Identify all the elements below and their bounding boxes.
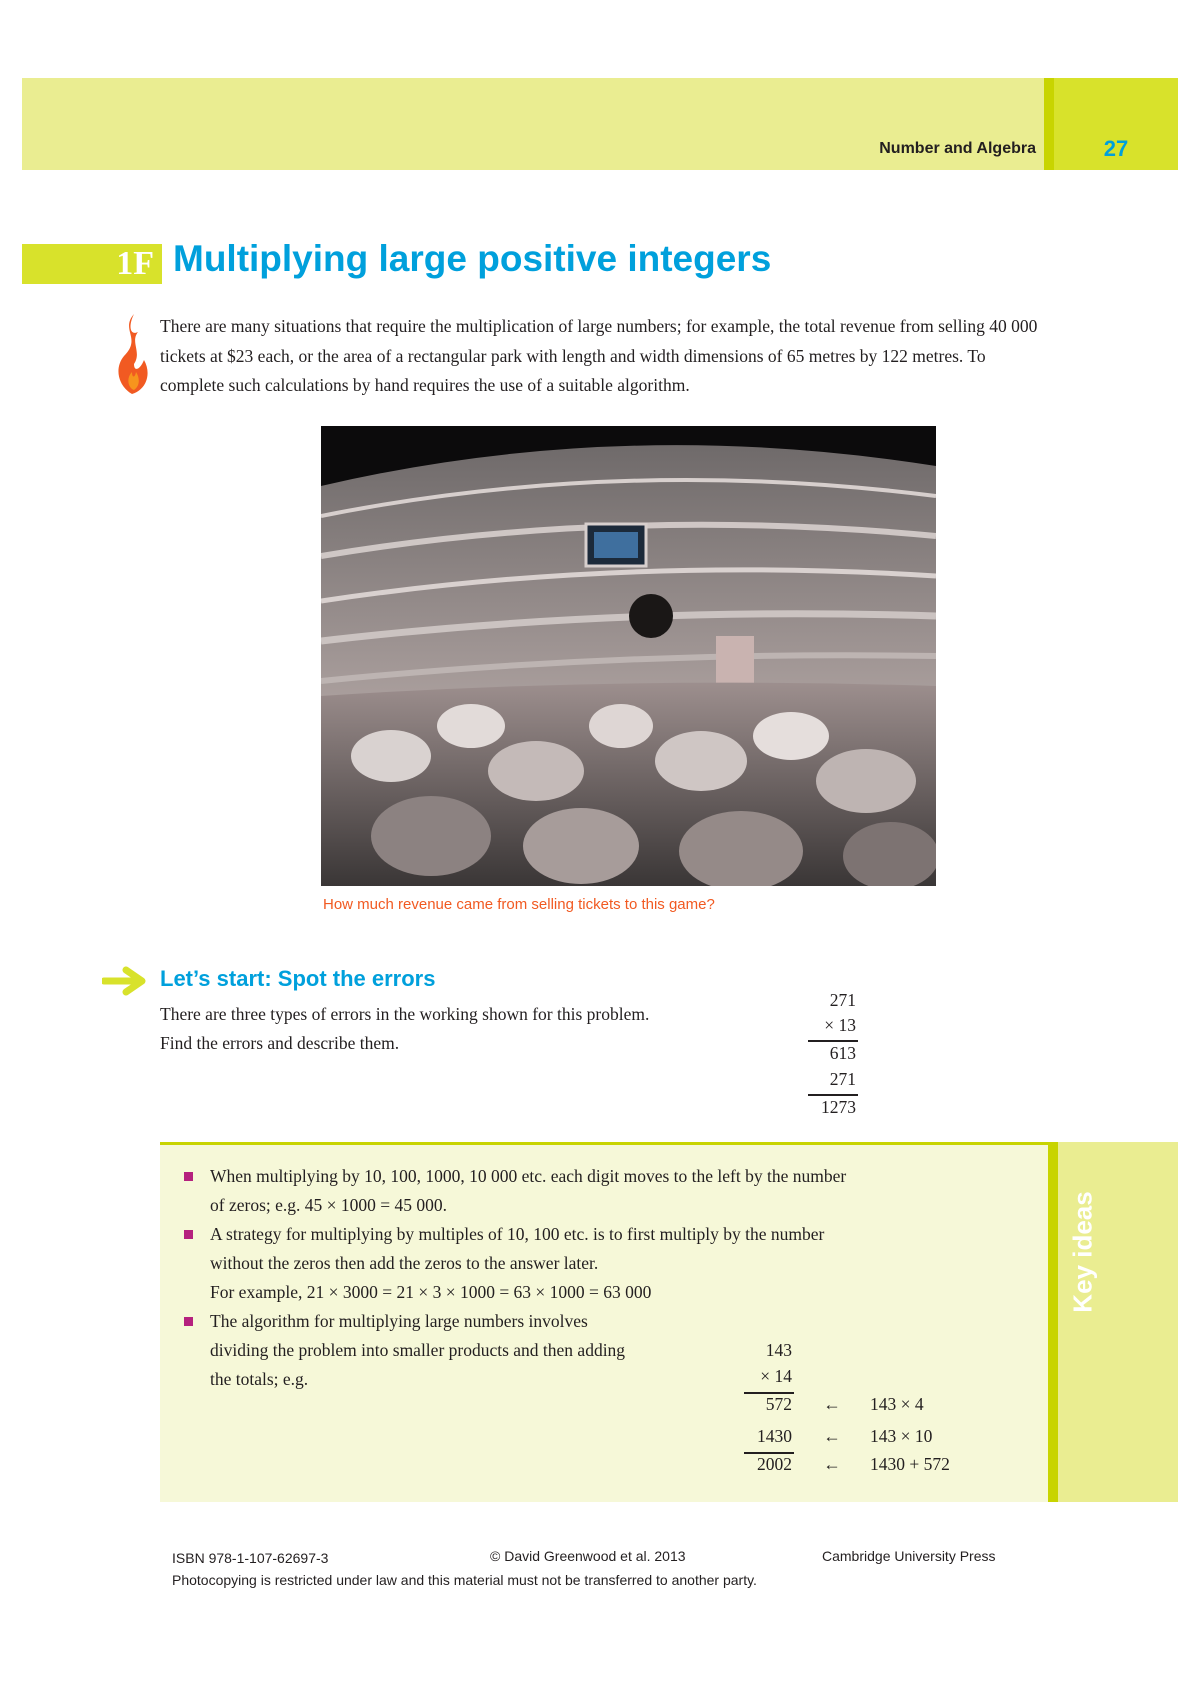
working-row: 613	[829, 1043, 856, 1063]
key-idea-line: The algorithm for multiplying large numbers involves	[210, 1311, 588, 1331]
key-ideas-label	[1048, 1152, 1118, 1352]
footer-publisher: Cambridge University Press	[822, 1548, 996, 1564]
example-note: 1430 + 572	[870, 1454, 950, 1474]
footer-notice: Photocopying is restricted under law and this material must not be transferred to another party.	[172, 1572, 757, 1588]
example-row: 143	[765, 1340, 792, 1360]
working-rule	[808, 1094, 858, 1096]
left-arrow-icon: ←	[823, 1394, 841, 1414]
lets-start-text: There are three types of errors in the working shown for this problem. Find the errors and describe them.	[160, 1004, 650, 1053]
key-idea-line: without the zeros then add the zeros to the answer later.	[210, 1253, 599, 1273]
footer-isbn: ISBN 978-1-107-62697-3	[172, 1550, 329, 1566]
header-divider	[1044, 78, 1054, 170]
working-row: 1273	[821, 1097, 856, 1117]
header-section-name: Number and Algebra	[879, 140, 1036, 157]
bullet-square-icon	[184, 1317, 193, 1326]
example-row: 1430	[757, 1426, 792, 1446]
key-idea-line: A strategy for multiplying by multiples of 10, 100 etc. is to first multiply by the number	[210, 1224, 825, 1244]
key-idea-line: of zeros; e.g. 45 × 1000 = 45 000.	[210, 1195, 447, 1215]
example-row: × 14	[760, 1366, 792, 1386]
footer-copyright: © David Greenwood et al. 2013	[490, 1548, 686, 1564]
working-row: 271	[829, 1069, 856, 1089]
intro-paragraph: There are many situations that require the multiplication of large numbers; for example, the total revenue from selling 40 000 tickets at $23 each, or the area of a rectangular park with length and width dimensions of 65 metres by 122 metres. To complete such calculations by hand requires the use of a suitable algorithm.	[160, 316, 1038, 395]
working-row: × 13	[824, 1015, 856, 1035]
bullet-square-icon	[184, 1230, 193, 1239]
photo-caption: How much revenue came from selling tickets to this game?	[323, 896, 715, 913]
example-row: 572	[765, 1394, 792, 1414]
page-title: Multiplying large positive integers	[173, 238, 772, 279]
page-number: 27	[1103, 136, 1129, 161]
example-row: 2002	[757, 1454, 792, 1474]
working-row: 271	[829, 990, 856, 1010]
example-note: 143 × 4	[870, 1394, 924, 1414]
key-idea-line: When multiplying by 10, 100, 1000, 10 000 etc. each digit moves to the left by the number	[210, 1166, 847, 1186]
working-rule	[808, 1040, 858, 1042]
stadium-photo	[321, 426, 936, 886]
left-arrow-icon: ←	[823, 1426, 841, 1446]
left-arrow-icon: ←	[823, 1454, 841, 1474]
bullet-square-icon	[184, 1172, 193, 1181]
section-tag: 1F	[22, 244, 162, 284]
arrow-right-icon	[102, 966, 148, 996]
flame-icon	[112, 312, 152, 396]
lets-start-heading: Let’s start: Spot the errors	[160, 966, 436, 991]
key-idea-line: the totals; e.g.	[210, 1369, 309, 1389]
key-idea-line: For example, 21 × 3000 = 21 × 3 × 1000 = 63 × 1000 = 63 000	[210, 1282, 652, 1302]
example-note: 143 × 10	[870, 1426, 933, 1446]
key-idea-line: dividing the problem into smaller products and then adding	[210, 1340, 626, 1360]
key-ideas-label-text: Key ideas	[1067, 1191, 1098, 1313]
